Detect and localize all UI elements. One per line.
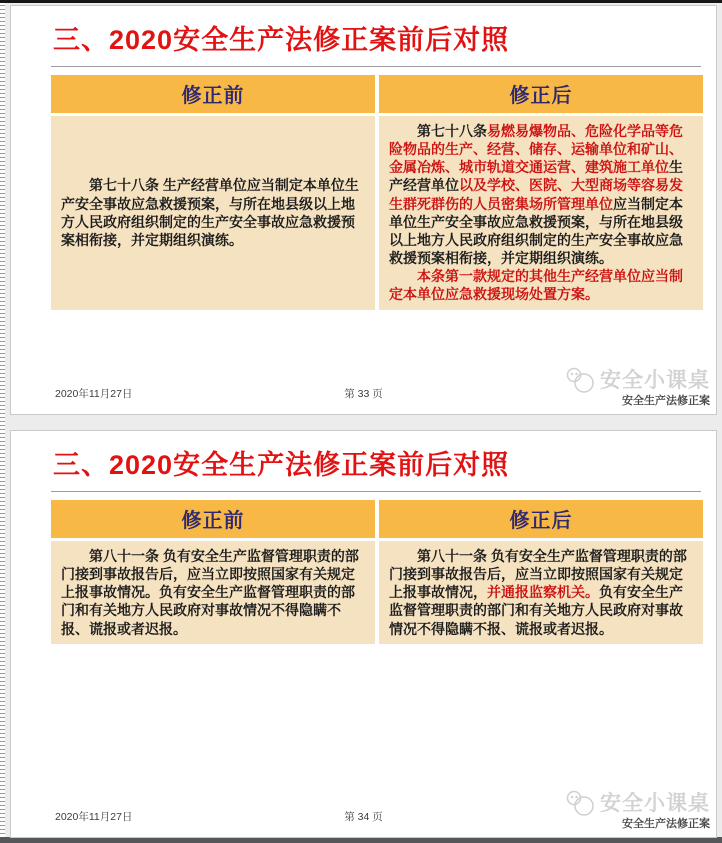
brand-name: 安全小课桌 [600,369,710,393]
slide-card-page-33 [10,5,717,415]
comparison-table [51,500,703,644]
header-cell-after: 修正后 [379,75,703,113]
mascot-icon [564,366,598,396]
slide-title: 三、2020安全生产法修正案前后对照 [53,450,510,480]
comparison-table [51,75,703,310]
brand-name: 安全小课桌 [600,792,710,816]
footer-date: 2020年11月27日 [55,811,133,823]
header-cell-after: 修正后 [379,500,703,538]
paragraph: 第八十一条 负有安全生产监督管理职责的部门接到事故报告后，应当立即按照国家有关规定上报事故情况，并通报监察机关。负有安全生产监督管理职责的部门和有关地方人民政府对事故情况不得隐瞒不报、谎报或者迟报。 [389,547,687,637]
cell-after-amendment [379,541,703,644]
slide-title: 三、2020安全生产法修正案前后对照 [53,25,510,55]
mascot-icon [564,789,598,819]
footer-date: 2020年11月27日 [55,388,133,400]
title-divider [51,66,701,67]
film-strip-edge [0,3,5,837]
paragraph: 第七十八条 生产经营单位应当制定本单位生产安全事故应急救援预案，与所在地县级以上地方人民政府组织制定的生产安全事故应急救援预案相衔接，并定期组织演练。 [61,177,359,248]
slide-card-page-34 [10,430,717,838]
title-divider [51,491,701,492]
paragraph: 第八十一条 负有安全生产监督管理职责的部门接到事故报告后，应当立即按照国家有关规定上报事故情况。负有安全生产监督管理职责的部门和有关地方人民政府对事故情况不得隐瞒不报、谎报或者迟报。 [61,547,359,637]
footer-page-number: 第 34 页 [344,811,383,823]
cell-before-amendment [51,541,375,644]
cell-after-amendment [379,116,703,310]
brand-subtitle: 安全生产法修正案 [622,394,710,407]
brand-logo [564,366,710,407]
cell-before-amendment [51,116,375,310]
header-cell-before: 修正前 [51,75,375,113]
paragraph: 本条第一款规定的其他生产经营单位应当制定本单位应急救援现场处置方案。 [389,268,683,303]
top-border [0,0,722,3]
brand-logo [564,789,710,830]
paragraph: 第七十八条易燃易爆物品、危险化学品等危险物品的生产、经营、储存、运输单位和矿山、金属冶炼、城市轨道交通运营、建筑施工单位生产经营单位以及学校、医院、大型商场等容易发生群死群伤的人员密集场所管理单位应当制定本单位生产安全事故应急救援预案，与所在地县级以上地方人民政府组织制定的生产安全事故应急救援预案相衔接，并定期组织演练。 [389,122,683,267]
brand-subtitle: 安全生产法修正案 [622,817,710,830]
footer-page-number: 第 33 页 [344,388,383,400]
header-cell-before: 修正前 [51,500,375,538]
